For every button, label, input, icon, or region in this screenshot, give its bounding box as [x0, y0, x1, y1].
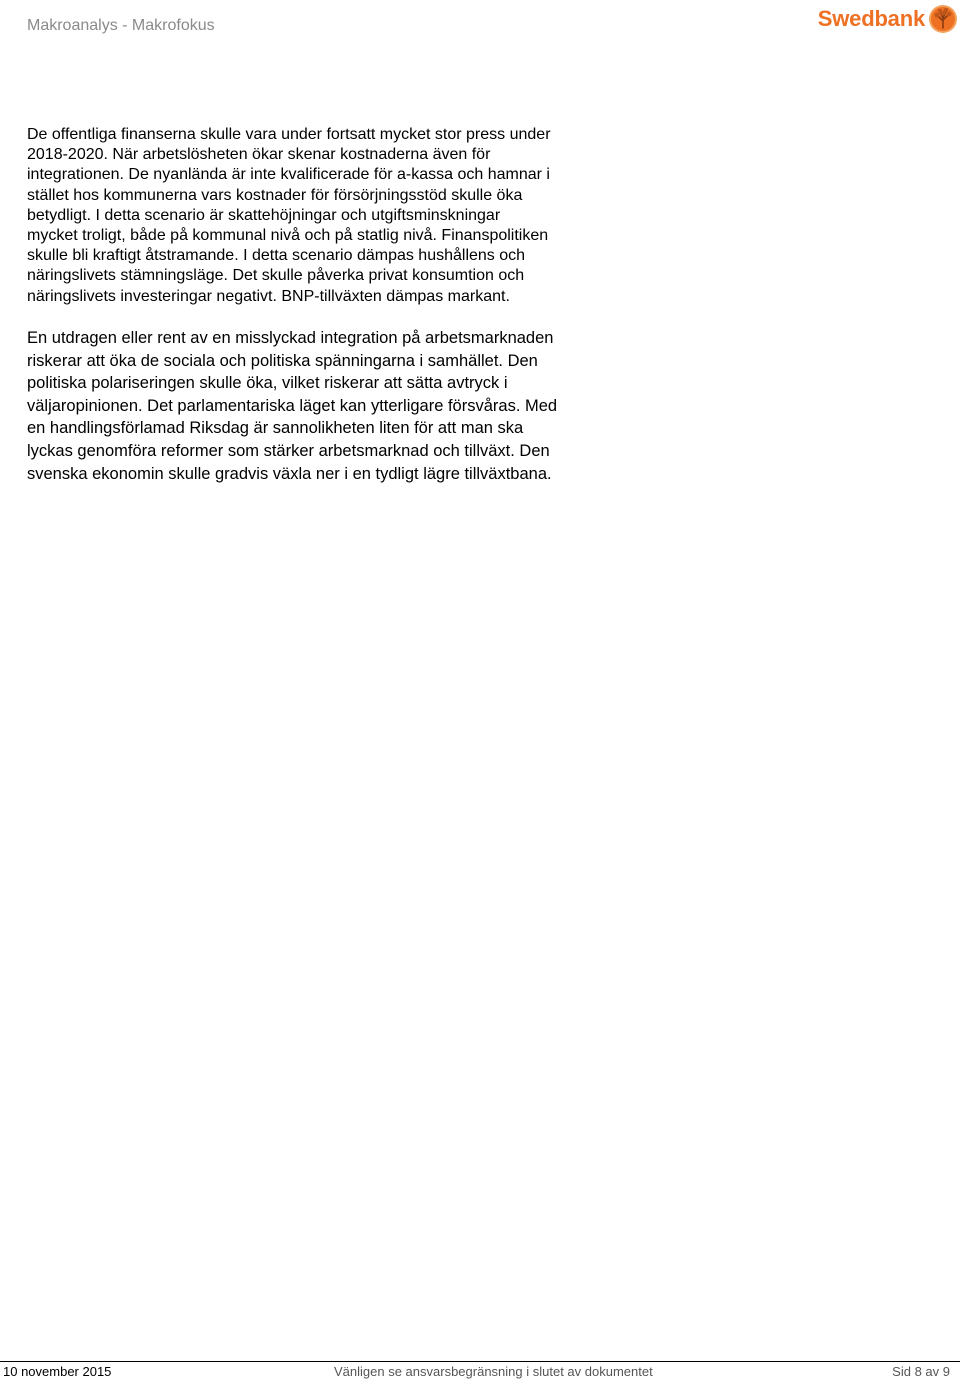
text-line: näringslivets investeringar negativt. BNP-tillväxten dämpas markant.	[27, 287, 510, 305]
text-line: integrationen. De nyanlända är inte kvalificerade för a-kassa och hamnar i	[27, 166, 550, 184]
body-paragraph-1	[27, 125, 627, 307]
text-line: riskerar att öka de sociala och politiska spänningarna i samhället. Den	[27, 351, 538, 370]
text-line: 2018-2020. När arbetslösheten ökar skenar kostnaderna även för	[27, 146, 491, 164]
text-line: mycket troligt, både på kommunal nivå och på statlig nivå. Finanspolitiken	[27, 227, 549, 245]
footer-disclaimer: Vänligen se ansvarsbegränsning i slutet av dokumentet	[334, 1364, 653, 1379]
text-line: betydligt. I detta scenario är skattehöjningar och utgiftsminskningar	[27, 206, 501, 224]
document-header-title: Makroanalys - Makrofokus	[27, 17, 215, 34]
text-line: politiska polariseringen skulle öka, vilket riskerar att sätta avtryck i	[27, 374, 508, 393]
text-line: skulle bli kraftigt åtstramande. I detta scenario dämpas hushållens och	[27, 247, 526, 265]
text-line: svenska ekonomin skulle gradvis växla ner i en tydligt lägre tillväxtbana.	[27, 464, 552, 483]
text-line: näringslivets stämningsläge. Det skulle påverka privat konsumtion och	[27, 267, 525, 285]
text-line: stället hos kommunerna vars kostnader för försörjningsstöd skulle öka	[27, 186, 523, 204]
text-line: lyckas genomföra reformer som stärker arbetsmarknad och tillväxt. Den	[27, 441, 550, 460]
swedbank-logo	[818, 4, 958, 34]
body-paragraph-2	[27, 327, 627, 485]
oak-tree-icon	[928, 4, 958, 34]
text-line: En utdragen eller rent av en misslyckad integration på arbetsmarknaden	[27, 329, 554, 347]
text-line: en handlingsförlamad Riksdag är sannolikheten liten för att man ska	[27, 419, 524, 438]
footer-date: 10 november 2015	[3, 1364, 112, 1379]
footer-page-number: Sid 8 av 9	[892, 1364, 950, 1379]
text-line: väljaropinionen. Det parlamentariska läget kan ytterligare försvåras. Med	[27, 396, 558, 415]
logo-text: Swedbank	[817, 6, 925, 31]
text-line: De offentliga finanserna skulle vara under fortsatt mycket stor press under	[27, 126, 551, 143]
page-footer	[0, 1361, 960, 1381]
